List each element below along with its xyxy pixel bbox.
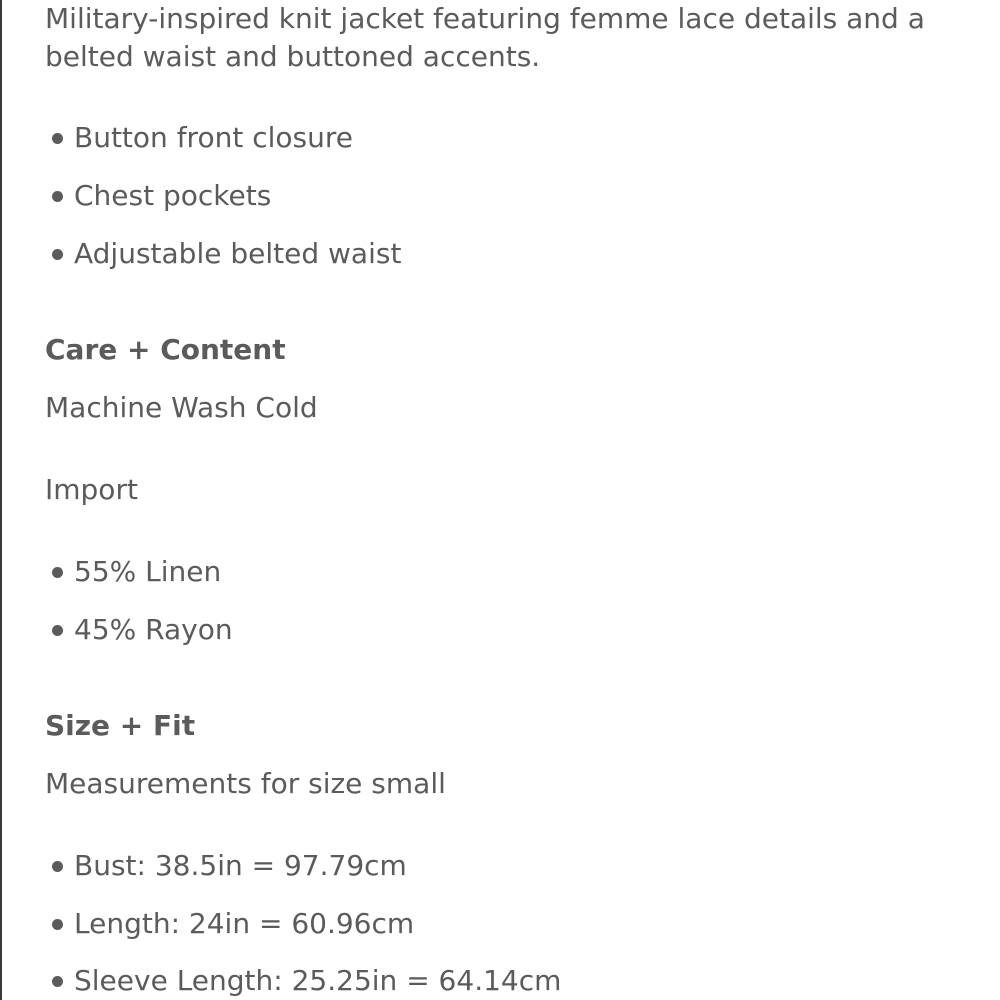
care-instructions: Machine Wash Cold [45, 391, 318, 424]
bullet-icon [52, 191, 63, 202]
list-item [45, 611, 233, 649]
bullet-icon [52, 625, 63, 636]
description-line-2: belted waist and buttoned accents. [45, 40, 541, 73]
measurement-text: Bust: 38.5in = 97.79cm [74, 849, 407, 882]
feature-text: Chest pockets [74, 179, 272, 212]
bullet-icon [52, 249, 63, 260]
size-fit-heading: Size + Fit [45, 709, 196, 742]
feature-text: Button front closure [74, 121, 353, 154]
size-fit-intro: Measurements for size small [45, 767, 446, 800]
bullet-icon [52, 133, 63, 144]
page-left-border [0, 0, 2, 1000]
bullet-icon [52, 567, 63, 578]
bullet-icon [52, 976, 63, 987]
list-item [45, 553, 221, 591]
description-line-1: Military-inspired knit jacket featuring femme lace details and a [45, 2, 925, 35]
origin-text: Import [45, 473, 138, 506]
bullet-icon [52, 861, 63, 872]
list-item [45, 905, 414, 943]
material-text: 45% Rayon [74, 613, 233, 646]
list-item [45, 847, 407, 885]
list-item [45, 177, 271, 215]
bullet-icon [52, 919, 63, 930]
feature-text: Adjustable belted waist [74, 237, 402, 270]
measurement-text: Sleeve Length: 25.25in = 64.14cm [74, 964, 562, 997]
list-item [45, 962, 561, 1000]
list-item [45, 235, 401, 273]
measurement-text: Length: 24in = 60.96cm [74, 907, 415, 940]
care-content-heading: Care + Content [45, 333, 286, 366]
material-text: 55% Linen [74, 555, 222, 588]
list-item [45, 119, 353, 157]
